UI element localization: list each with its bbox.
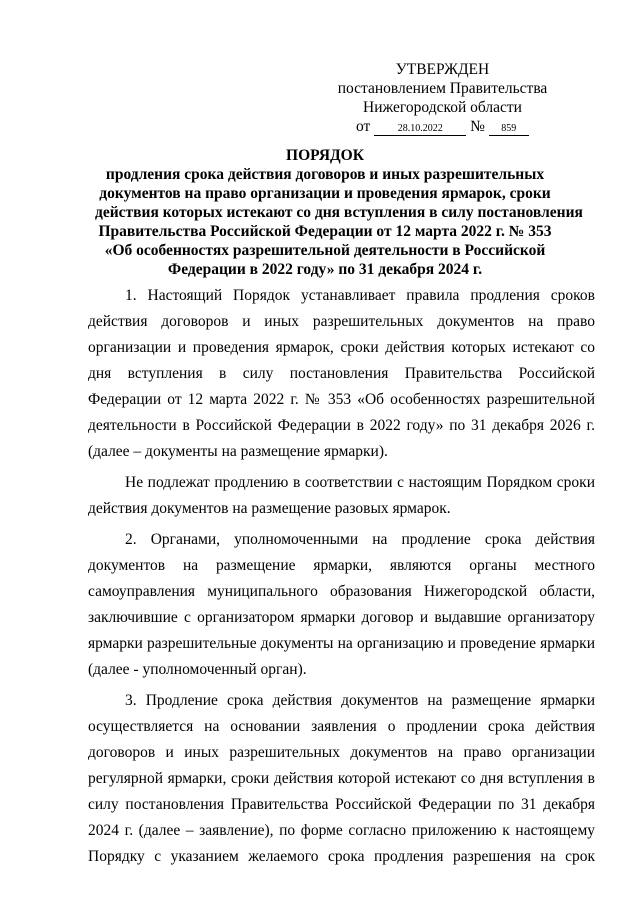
- approval-date-number: [330, 117, 555, 136]
- title-heading: ПОРЯДОК: [286, 147, 364, 164]
- title-line: действия которых истекают со дня вступления в силу постановления: [95, 204, 583, 221]
- paragraph-1: 1. Настоящий Порядок устанавливает правила продления сроков действия договоров и иных разрешительных документов на право организации и проведения ярмарок, сроки действия которых истекают со дня вступления в силу постановления Правительства Российской Федерации от 12 марта 2022 г. № 353 «Об особенностях разрешительной деятельности в Российской Федерации в 2022 году» по 31 декабря 2026 г. (далее – документы на размещение ярмарки).: [88, 287, 595, 460]
- paragraph-2: 2. Органами, уполномоченными на продление срока действия документов на размещение ярмарки, являются органы местного самоуправления муниципального образования Нижегородской области, заключившие с организатором ярмарки договор и выдавшие организатору ярмарки разрешительные документы на организацию и проведение ярмарки (далее - уполномоченный орган).: [88, 531, 595, 678]
- approval-stamp: [330, 60, 555, 136]
- number-prefix: №: [470, 118, 485, 135]
- paragraph-1-note: Не подлежат продлению в соответствии с настоящим Порядком сроки действия документов на размещение разовых ярмарок.: [88, 474, 595, 517]
- approval-line-region: Нижегородской области: [363, 99, 522, 116]
- title-line: «Об особенностях разрешительной деятельности в Российской: [104, 242, 546, 259]
- title-line: Правительства Российской Федерации от 12 марта 2022 г. № 353: [98, 223, 552, 240]
- title-line: документов на право организации и проведения ярмарок, сроки: [99, 185, 551, 202]
- paragraph-3: 3. Продление срока действия документов на размещение ярмарки осуществляется на основании заявления о продлении срока действия договоров и иных разрешительных документов на право организации регулярной ярмарки, сроки действия которой истекают со дня вступления в силу постановления Правительства Российской Федерации по 31 декабря 2024 г. (далее – заявление), по форме согласно приложению к настоящему Порядку с указанием желаемого срока продления разрешения на срок: [88, 692, 595, 865]
- approval-date: 28.10.2022: [374, 123, 466, 136]
- date-prefix: от: [356, 118, 371, 135]
- approval-line-resolution: постановлением Правительства: [337, 80, 548, 97]
- document-title: [95, 146, 583, 279]
- document-body: [88, 283, 595, 870]
- approval-number: 859: [489, 123, 529, 136]
- title-line: Федерации в 2022 году» по 31 декабря 2024 г.: [167, 261, 483, 278]
- approval-heading: УТВЕРЖДЕН: [395, 61, 490, 78]
- title-line: продления срока действия договоров и иных разрешительных: [105, 166, 545, 183]
